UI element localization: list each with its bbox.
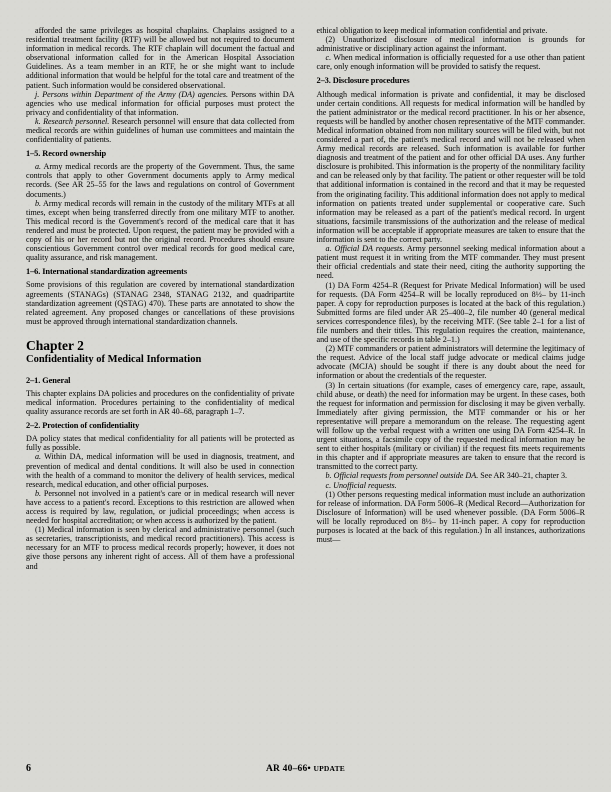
two-column-body	[26, 26, 585, 732]
paragraph: k. Research personnel. Research personnel will ensure that data collected from medical records are within guidelines of human use committees and maintain the confidentiality of patients.	[26, 116, 295, 145]
spacer	[26, 326, 295, 339]
paragraph-lead-in: c. Unofficial requests.	[325, 480, 397, 490]
paragraph: a. Official DA requests. Army personnel seeking medical information about a patient must request it in writing from the MTF commander. They must present their official credentials and state their need, citing the authority supporting the need.	[316, 244, 585, 281]
section-heading: 2–3. Disclosure procedures	[316, 76, 410, 86]
paragraph-lead-in: k. Research personnel.	[35, 116, 110, 126]
paragraph-lead-in: j. Persons within Department of the Army (DA) agencies.	[35, 89, 229, 99]
page-footer	[26, 760, 585, 774]
paragraph: Some provisions of this regulation are covered by international standardization agreements (STANAGs) (STANAG 2348, STANAG 2132, and quadripartite standardization agreement (QSTAG) 470). These parts are annotated to show the related agreement. Any proposed changes or cancellations of these provisions must be approved through international standardization channels.	[26, 280, 295, 326]
paragraph-lead-in: c.	[325, 53, 332, 63]
left-column	[26, 26, 295, 732]
section-heading: 1–6. International standardization agreements	[26, 267, 187, 277]
paragraph: (2) Unauthorized disclosure of medical information is grounds for administrative or disciplinary action against the informant.	[316, 35, 585, 54]
chapter-number: Chapter 2	[26, 337, 84, 353]
paragraph: (1) Medical information is seen by clerical and administrative personnel (such as secretaries, transcriptionists, and medical record practitioners). This access is necessary for an MTF to process medical records properly; however, it does not give those persons any inherent right of access. All of them have a professional and	[26, 525, 295, 571]
footer-bullet: •	[307, 764, 311, 774]
paragraph: (1) DA Form 4254–R (Request for Private Medical Information) will be used for requests. (DA Form 4254–R will be locally reproduced on 8½– by 11-inch paper. A copy for reproduction purposes is located at the back of this regulation.) Submitted forms are filed under AR 25–400–2, file number 40 (general medical services correspondence files), by the receiving MTF. (See table 2–1 for a list of file numbers and their titles. This regulation requires the creation, maintenance, and use of the specific records in table 2–1.)	[316, 280, 585, 345]
paragraph: (1) Other persons requesting medical information must include an authorization for release of information. DA Form 5006–R (Medical Record—Authorization for Disclosure of Information) will be used whenever possible. (DA Form 5006–R will be locally reproduced on 8½– by 11-inch paper. A copy for reproduction purposes is located at the back of this regulation.) In all instances, authorizations must—	[316, 489, 585, 545]
paragraph-lead-in: a. Official DA requests.	[325, 244, 405, 254]
paragraph: a. Army medical records are the property of the Government. Thus, the same controls that apply to other Government documents apply to Army medical records. (See AR 25–55 for the laws and regulations on control of Government documents.)	[26, 162, 295, 199]
paragraph-lead-in: b. Official requests from personnel outside DA.	[325, 471, 479, 481]
right-column	[317, 26, 586, 732]
paragraph-lead-in: a.	[35, 452, 42, 462]
paragraph: (3) In certain situations (for example, cases of emergency care, rape, assault, child abuse, or death) the need for information may be urgent. In these cases, both the request for information and permission for disclosing it may be given verbally. Immediately after giving permission, the MTF commander or his or her representative will prepare a memorandum on the release. The requesting agent will follow up the verbal request with a written one using DA Form 4254–R. In urgent situations, a facsimile copy of the requested medical information may be sent to either hospitals (military or civilian) if the request fits meets requirements in this chapter and if appropriate measures are taken to ensure that the record is transmitted to the correct party.	[316, 380, 585, 472]
paragraph: This chapter explains DA policies and procedures on the confidentiality of private medical information. Procedures pertaining to the confidentiality of medical quality assurance records are set forth in AR 40–68, paragraph 1–7.	[26, 388, 295, 417]
page-number: 6	[26, 763, 31, 774]
paragraph: Although medical information is private and confidential, it may be disclosed under certain conditions. All requests for medical information will be handled by the patient administrator or the medical record practitioner. In his or her absence, requests will be handled by another chosen representative of the MTF commander. Medical information obtained from non military sources will be filed with, but not considered a part of, the patient's medical record and will not be released when Army medical records are released. Such information is available for further diagnosis and treatment of the patient and for other official DA uses. Any further disclosure is prohibited. This information is the property of the nonmilitary facility and can be released only by that facility. The patient or other requester will be told that additional information is contained in the record and that it may be requested from the originating facility. This additional information does not apply to medical information on patients treated under supplemental or cooperative care. Such information may be released as a part of the patient's medical record. In urgent situations, facsimile transmissions of the authorization and the release of medical information will be acceptable if appropriate measures are taken to ensure that the information is sent to the correct party.	[316, 89, 585, 245]
paragraph: ethical obligation to keep medical information confidential and private.	[316, 26, 548, 35]
paragraph	[317, 481, 586, 490]
section-heading: 1–5. Record ownership	[26, 149, 107, 159]
paragraph-lead-in: b.	[35, 488, 42, 498]
paragraph: a. Within DA, medical information will be used in diagnosis, treatment, and prevention of medical and dental conditions. It will also be used in connection with the health of a command to monitor the delivery of health services, medical research, medical education, and other official purposes.	[26, 452, 295, 489]
paragraph: b. Army medical records will remain in the custody of the military MTFs at all times, except when being transferred directly from one military MTF to another. This medical record is the Government's record of the medical care that it has rendered and must be protected. Upon request, the patient may be provided with a copy of his or her record but not the original record. Procedures should ensure conscientious Government control over medical records for good medical care, quality assurance, and risk management.	[26, 198, 295, 263]
paragraph: b. Official requests from personnel outside DA. See AR 340–21, chapter 3.	[325, 471, 568, 481]
paragraph: (2) MTF commanders or patient administrators will determine the legitimacy of the request. Advice of the local staff judge advocate or medical claims judge advocate (MCJA) should be sought if there is any doubt about the need for information or about the credentials of the requester.	[316, 344, 585, 381]
footer-citation	[26, 764, 585, 774]
section-heading: 2–2. Protection of confidentiality	[26, 421, 140, 431]
footer-update-label: UPDATE	[313, 764, 346, 773]
paragraph-lead-in: a.	[35, 162, 42, 172]
paragraph: DA policy states that medical confidentiality for all patients will be protected as fully as possible.	[26, 434, 295, 453]
paragraph: b. Personnel not involved in a patient's care or in medical research will never have access to a patient's record. Exceptions to this restriction are allowed when access is required by law, regulation, or judicial proceedings; when access is needed for hospital accreditation; or when access is authorized by the patient.	[26, 488, 295, 526]
section-heading: 2–1. General	[26, 375, 71, 385]
paragraph-lead-in: b.	[35, 198, 42, 208]
chapter-title: Confidentiality of Medical Information	[26, 353, 202, 365]
paragraph: afforded the same privileges as hospital chaplains. Chaplains assigned to a residential treatment facility (RTF) will be allowed but not required to document information in medical records. The RTF chaplain will document the factual and observational information called for in the American Hospital Association Guidelines. As a team member in an RTF, he or she might want to include additional information that would be helpful for the total care and treatment of the patient. Such information would be considered observational.	[26, 26, 295, 90]
paragraph: c. When medical information is officially requested for a use other than patient care, only enough information will be provided to satisfy the request.	[316, 53, 585, 72]
paragraph: j. Persons within Department of the Army (DA) agencies. Persons within DA agencies who use medical information for official purposes must protect the privacy and confidentiality of that information.	[26, 89, 295, 117]
footer-regulation: AR 40–66	[265, 764, 308, 774]
